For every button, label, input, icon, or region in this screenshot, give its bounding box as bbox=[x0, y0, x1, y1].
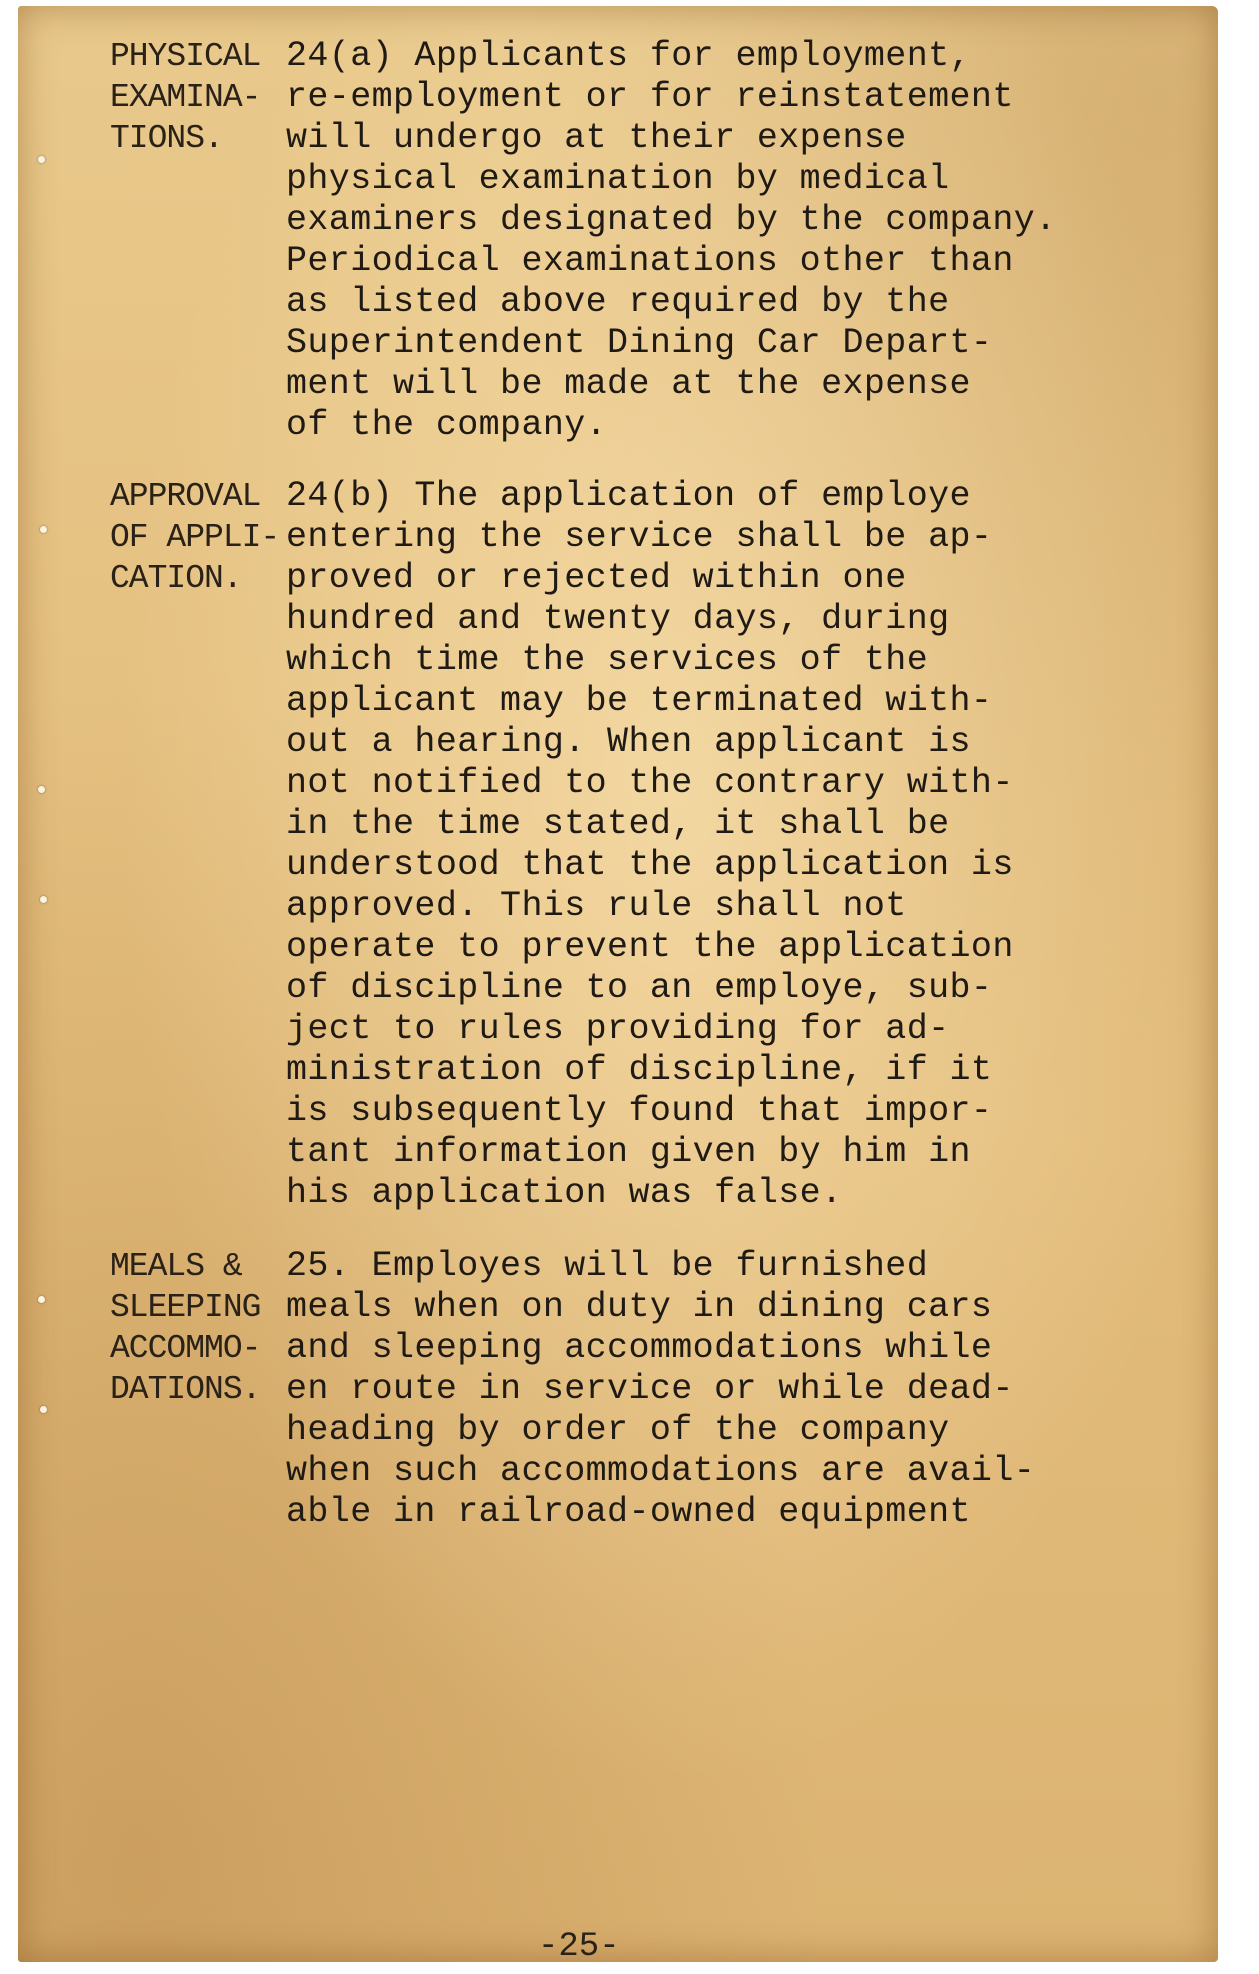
section-heading: APPROVAL OF APPLI- CATION. bbox=[110, 478, 280, 597]
section-body: 24(a) Applicants for employment, re-employment or for reinstatement will undergo at their expense physical examination by medical examiners designated by the company. Periodical examinations other than as listed above required by the Superintendent Dining Car Depart- ment will be made at the expense of the company. bbox=[286, 36, 1057, 445]
punch-hole bbox=[40, 1406, 47, 1413]
section-heading: MEALS & SLEEPING ACCOMMO- DATIONS. bbox=[110, 1248, 261, 1408]
punch-hole bbox=[38, 1296, 45, 1303]
punch-hole bbox=[40, 896, 47, 903]
document-page bbox=[18, 6, 1218, 1966]
punch-hole bbox=[40, 526, 47, 533]
page-number: -25- bbox=[538, 1928, 620, 1966]
section-body: 25. Employes will be furnished meals when on duty in dining cars and sleeping accommodations while en route in service or while dead- heading by order of the company when such accommodations are avail- able in railroad-owned equipment bbox=[286, 1246, 1036, 1532]
section-heading: PHYSICAL EXAMINA- TIONS. bbox=[110, 38, 261, 157]
punch-hole bbox=[38, 786, 45, 793]
section-body: 24(b) The application of employe entering the service shall be ap- proved or rejected within one hundred and twenty days, during which time the services of the applicant may be terminated with- out a hearing. When applicant is not notified to the contrary with- in the time stated, it shall be understood that the application is approved. This rule shall not operate to prevent the application of discipline to an employe, sub- ject to rules providing for ad- ministration of discipline, if it is subsequently found that impor- tant information given by him in his application was false. bbox=[286, 476, 1014, 1213]
punch-hole bbox=[38, 156, 45, 163]
